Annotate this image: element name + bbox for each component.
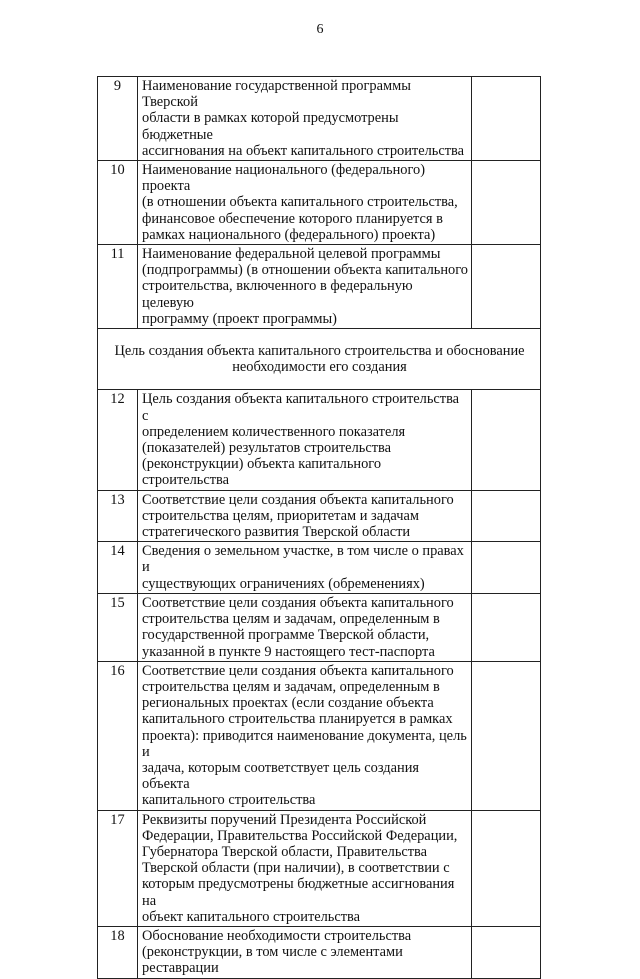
row-label-line: капитального строительства: [142, 792, 316, 809]
row-label-line: области в рамках которой предусмотрены бюджетные: [142, 110, 399, 143]
table-rows-before: [98, 77, 541, 329]
row-label-line: Тверской области (при наличии), в соответствии с: [142, 860, 450, 877]
row-label: [138, 926, 472, 978]
row-label: [138, 245, 472, 329]
row-label-line: ассигнования на объект капитального строительства: [142, 142, 464, 159]
row-label: [138, 390, 472, 490]
row-number: 16: [98, 661, 138, 810]
table-row: [98, 810, 541, 926]
row-label-line: Соответствие цели создания объекта капитального: [142, 662, 454, 679]
row-label-line: строительства целям и задачам, определенным в: [142, 611, 440, 628]
row-value-cell: [472, 77, 541, 161]
row-label-line: задача, которым соответствует цель создания объекта: [142, 759, 420, 793]
table-row: [98, 161, 541, 245]
section-header-line-2: необходимости его создания: [232, 359, 407, 376]
row-label-line: государственной программе Тверской области,: [142, 627, 430, 644]
row-label-line: Цель создания объекта капитального строительства с: [142, 391, 460, 424]
row-label: [138, 661, 472, 810]
passport-table: [97, 76, 541, 979]
table-rows-after: [98, 390, 541, 978]
row-label-line: (показателей) результатов строительства: [142, 440, 391, 457]
row-label-line: строительства целям, приоритетам и задачам: [142, 507, 419, 524]
row-label-line: Сведения о земельном участке, в том числе о правах и: [142, 543, 464, 576]
row-label-line: программу (проект программы): [142, 310, 337, 327]
row-label-line: Реквизиты поручений Президента Российской: [142, 811, 427, 828]
row-label-line: (реконструкции) объекта капитального строительства: [142, 456, 382, 489]
row-value-cell: [472, 926, 541, 978]
row-label: [138, 161, 472, 245]
row-number: 10: [98, 161, 138, 245]
row-label-line: объект капитального строительства: [142, 908, 361, 925]
row-label-line: стратегического развития Тверской области: [142, 524, 411, 541]
row-label-line: Губернатора Тверской области, Правительства: [142, 843, 428, 860]
row-label-line: проекта): приводится наименование документа, цель и: [142, 727, 467, 760]
row-label-line: Обоснование необходимости строительства: [142, 927, 412, 944]
row-label-line: Наименование национального (федерального) проекта: [142, 162, 426, 195]
row-label-line: рамках национального (федерального) проекта): [142, 226, 436, 243]
row-label-line: капитального строительства планируется в рамках: [142, 711, 453, 728]
section-header-line-1: Цель создания объекта капитального строительства и обоснование: [114, 343, 525, 360]
row-label-line: Наименование государственной программы Тверской: [142, 78, 411, 111]
section-header-cell: [98, 329, 541, 390]
table-row: [98, 593, 541, 661]
row-label: [138, 810, 472, 926]
row-value-cell: [472, 161, 541, 245]
row-value-cell: [472, 245, 541, 329]
row-label-line: которым предусмотрены бюджетные ассигнования на: [142, 876, 455, 909]
table-row: [98, 926, 541, 978]
row-label-line: Наименование федеральной целевой программы: [142, 246, 441, 263]
row-value-cell: [472, 490, 541, 542]
row-label-line: Федерации, Правительства Российской Федерации,: [142, 827, 458, 844]
row-label-line: Соответствие цели создания объекта капитального: [142, 491, 454, 508]
row-number: 17: [98, 810, 138, 926]
row-value-cell: [472, 593, 541, 661]
section-block: [98, 329, 541, 390]
row-number: 9: [98, 77, 138, 161]
row-label-line: финансовое обеспечение которого планируется в: [142, 210, 443, 227]
row-label-line: Соответствие цели создания объекта капитального: [142, 594, 454, 611]
section-header-row: [98, 329, 541, 390]
row-number: 12: [98, 390, 138, 490]
row-value-cell: [472, 390, 541, 490]
row-label-line: (в отношении объекта капитального строительства,: [142, 194, 458, 211]
table-row: [98, 245, 541, 329]
row-number: 13: [98, 490, 138, 542]
row-label: [138, 77, 472, 161]
row-value-cell: [472, 542, 541, 594]
row-label-line: строительства, включенного в федеральную целевую: [142, 278, 413, 311]
table-row: [98, 77, 541, 161]
row-label-line: существующих ограничениях (обременениях): [142, 575, 425, 592]
page-number: 6: [316, 22, 324, 37]
row-label-line: определением количественного показателя: [142, 423, 406, 440]
row-label-line: указанной в пункте 9 настоящего тест-паспорта: [142, 643, 435, 660]
row-label: [138, 593, 472, 661]
row-label: [138, 542, 472, 594]
table-row: [98, 661, 541, 810]
row-label: [138, 490, 472, 542]
row-value-cell: [472, 810, 541, 926]
row-value-cell: [472, 661, 541, 810]
row-number: 14: [98, 542, 138, 594]
row-number: 11: [98, 245, 138, 329]
row-label-line: (подпрограммы) (в отношении объекта капитального: [142, 262, 468, 279]
table-row: [98, 390, 541, 490]
row-label-line: (реконструкции, в том числе с элементами реставрации: [142, 944, 403, 977]
table-row: [98, 490, 541, 542]
row-label-line: строительства целям и задачам, определенным в: [142, 678, 440, 695]
table-row: [98, 542, 541, 594]
row-number: 18: [98, 926, 138, 978]
row-number: 15: [98, 593, 138, 661]
row-label-line: региональных проектах (если создание объекта: [142, 695, 434, 712]
